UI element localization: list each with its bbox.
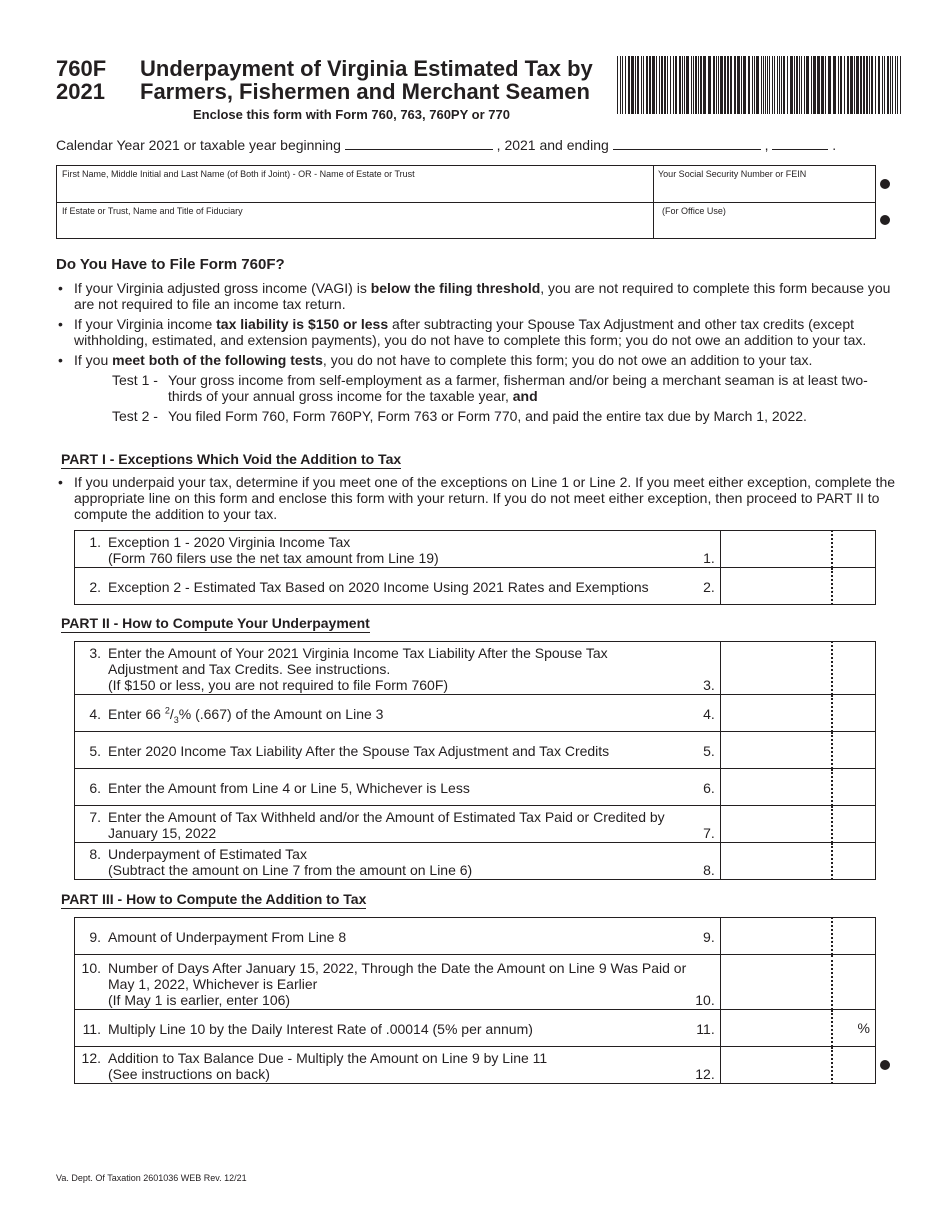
name-field-label: First Name, Middle Initial and Last Name (of Both if Joint) - OR - Name of Estate or Trust xyxy=(62,169,415,179)
barcode-bar xyxy=(897,56,898,114)
barcode-bar xyxy=(772,56,773,114)
barcode-bar xyxy=(871,56,873,114)
line-text-part: % (.667) of the Amount on Line 3 xyxy=(178,706,384,722)
line-text: Exception 1 - 2020 Virginia Income Tax xyxy=(108,534,351,550)
line-1-cents-field[interactable] xyxy=(832,531,875,568)
test-text: Your gross income from self-employment as a farmer, fisherman and/or being a merchant seaman is at least two-thirds of your annual gross income for the taxable year, xyxy=(168,372,868,404)
title-line-1: Underpayment of Virginia Estimated Tax by xyxy=(140,56,593,81)
bullet-text: , you do not have to complete this form; you do not owe an addition to your tax. xyxy=(322,352,813,368)
fraction-slash: / xyxy=(169,706,174,722)
line-1-description xyxy=(75,531,721,568)
line-6-dollars-field[interactable] xyxy=(720,769,832,806)
barcode-bar xyxy=(813,56,816,114)
part-1-intro-bullet xyxy=(56,474,896,522)
barcode-bar xyxy=(847,56,849,114)
taxable-year-ending-year-field[interactable] xyxy=(772,137,828,150)
line-reference-number: 4. xyxy=(703,706,715,722)
barcode-bar xyxy=(781,56,782,114)
calendar-year-label: Calendar Year 2021 or taxable year beginning xyxy=(56,137,341,153)
line-9-dollars-field[interactable] xyxy=(720,918,832,955)
line-12-dollars-field[interactable] xyxy=(720,1047,832,1084)
barcode-bar xyxy=(670,56,671,114)
line-text-part: Enter 66 xyxy=(108,706,165,722)
barcode-bar xyxy=(649,56,651,114)
barcode-bar xyxy=(801,56,802,114)
barcode-bar xyxy=(659,56,660,114)
barcode-bar xyxy=(754,56,755,114)
test-1 xyxy=(56,372,896,404)
table-row-line-2 xyxy=(75,568,876,605)
line-11-description xyxy=(75,1010,721,1047)
line-text: (If $150 or less, you are not required to file Form 760F) xyxy=(108,677,449,693)
barcode-bar xyxy=(828,56,831,114)
barcode-bar xyxy=(856,56,859,114)
line-text: Amount of Underpayment From Line 8 xyxy=(108,929,347,945)
line-11-percent-field[interactable] xyxy=(832,1010,875,1047)
line-11-rate-field[interactable] xyxy=(720,1010,832,1047)
line-9-cents-field[interactable] xyxy=(832,918,875,955)
line-7-description xyxy=(75,806,721,843)
line-4-cents-field[interactable] xyxy=(832,695,875,732)
barcode-bar xyxy=(840,56,842,114)
table-row-line-9 xyxy=(75,918,876,955)
barcode-bar xyxy=(682,56,683,114)
filing-requirement-bullets xyxy=(56,280,896,428)
ending-period: . xyxy=(832,137,837,153)
line-reference-number: 6. xyxy=(703,780,715,796)
barcode-bar xyxy=(652,56,655,114)
table-row-line-11 xyxy=(75,1010,876,1047)
line-text: Adjustment and Tax Credits. See instructions. xyxy=(108,661,391,677)
line-5-description xyxy=(75,732,721,769)
line-7-dollars-field[interactable] xyxy=(720,806,832,843)
bullet-tax-liability xyxy=(56,316,896,348)
barcode-bar xyxy=(643,56,644,114)
barcode-bar xyxy=(737,56,740,114)
part-1-table xyxy=(74,530,876,605)
office-use-label: (For Office Use) xyxy=(662,206,726,216)
bullet-text: after subtracting your Spouse Tax Adjustment and other tax credits (except withholding, estimated, and extension payments), you do not have to complete this form; you do not owe an addition to your tax. xyxy=(74,316,867,348)
line-4-description xyxy=(75,695,721,732)
line-reference-number: 11. xyxy=(696,1021,715,1037)
barcode-bar xyxy=(783,56,785,114)
barcode-bar xyxy=(637,56,639,114)
barcode-bar xyxy=(673,56,674,114)
bullet-emphasis: meet both of the following tests xyxy=(112,352,323,368)
barcode-bar xyxy=(866,56,868,114)
line-reference-number: 12. xyxy=(695,1066,715,1082)
test-text: You filed Form 760, Form 760PY, Form 763 or Form 770, and paid the entire tax due by March 1, 2022. xyxy=(168,408,807,424)
barcode-bar xyxy=(724,56,726,114)
line-6-description xyxy=(75,769,721,806)
line-text: Enter the Amount from Line 4 or Line 5, Whichever is Less xyxy=(108,780,470,796)
fiduciary-field[interactable] xyxy=(57,203,652,239)
line-text: Underpayment of Estimated Tax xyxy=(108,846,307,862)
line-2-description xyxy=(75,568,721,605)
barcode-bar xyxy=(695,56,697,114)
bullet-both-tests xyxy=(56,352,896,368)
line-text: (See instructions on back) xyxy=(108,1066,270,1082)
barcode-bar xyxy=(730,56,732,114)
line-reference-number: 3. xyxy=(703,677,715,693)
line-number: 8. xyxy=(89,846,101,862)
barcode-bar xyxy=(698,56,699,114)
barcode-bar xyxy=(691,56,692,114)
line-text: Exception 2 - Estimated Tax Based on 2020 Income Using 2021 Rates and Exemptions xyxy=(108,579,649,595)
barcode-bar xyxy=(718,56,719,114)
line-9-description xyxy=(75,918,721,955)
line-text: May 1, 2022, Whichever is Earlier xyxy=(108,976,318,992)
line-reference-number: 5. xyxy=(703,743,715,759)
line-3-dollars-field[interactable] xyxy=(720,642,832,695)
barcode-bar xyxy=(756,56,759,114)
barcode-bar xyxy=(752,56,753,114)
line-reference-number: 8. xyxy=(703,862,715,878)
table-row-line-5 xyxy=(75,732,876,769)
line-text: Enter the Amount of Your 2021 Virginia Income Tax Liability After the Spouse Tax xyxy=(108,645,608,661)
barcode-bar xyxy=(787,56,788,114)
fiduciary-field-label: If Estate or Trust, Name and Title of Fiduciary xyxy=(62,206,243,216)
barcode-bar xyxy=(878,56,880,114)
line-1-dollars-field[interactable] xyxy=(720,531,832,568)
barcode-bar xyxy=(804,56,805,114)
barcode-bar xyxy=(617,56,618,114)
form-title xyxy=(140,57,593,103)
line-8-description xyxy=(75,843,721,880)
barcode-bar xyxy=(656,56,657,114)
part-1-intro xyxy=(56,474,896,526)
line-8-dollars-field[interactable] xyxy=(720,843,832,880)
line-number: 11. xyxy=(82,1021,101,1037)
fraction-denominator: 3 xyxy=(173,714,179,725)
barcode-bar xyxy=(850,56,853,114)
table-row-line-3 xyxy=(75,642,876,695)
table-row-line-8 xyxy=(75,843,876,880)
form-number-block xyxy=(56,57,106,103)
test-label: Test 1 - xyxy=(112,372,158,388)
barcode-bar xyxy=(767,56,768,114)
table-row-line-10 xyxy=(75,955,876,1010)
barcode-bar xyxy=(863,56,865,114)
line-text: Enter 2020 Income Tax Liability After the Spouse Tax Adjustment and Tax Credits xyxy=(108,743,610,759)
line-10-cents-field[interactable] xyxy=(832,955,875,1010)
line-5-cents-field[interactable] xyxy=(832,732,875,769)
ssn-field-label: Your Social Security Number or FEIN xyxy=(658,169,807,179)
part-3-table xyxy=(74,917,876,1084)
enclose-instruction: Enclose this form with Form 760, 763, 760PY or 770 xyxy=(193,107,510,122)
barcode-bar xyxy=(700,56,702,114)
bullet-symbol: • xyxy=(58,474,63,490)
line-number: 2. xyxy=(89,579,101,595)
line-4-dollars-field[interactable] xyxy=(720,695,832,732)
line-3-cents-field[interactable] xyxy=(832,642,875,695)
line-7-cents-field[interactable] xyxy=(832,806,875,843)
form-year: 2021 xyxy=(56,79,105,104)
barcode-bar xyxy=(765,56,766,114)
filing-requirement-heading: Do You Have to File Form 760F? xyxy=(56,256,285,273)
taxpayer-identification-box xyxy=(56,165,876,239)
barcode-bar xyxy=(882,56,883,114)
barcode-bar xyxy=(774,56,775,114)
barcode-bar xyxy=(799,56,800,114)
barcode-bar xyxy=(748,56,750,114)
percent-sign: % xyxy=(857,1020,870,1036)
line-8-cents-field[interactable] xyxy=(832,843,875,880)
bullet-text: , you are not required to complete this form because you are not required to file an income tax return. xyxy=(74,280,891,312)
barcode-bar xyxy=(693,56,694,114)
barcode-bar xyxy=(806,56,809,114)
barcode-bar xyxy=(887,56,889,114)
bullet-emphasis: tax liability is $150 or less xyxy=(216,316,389,332)
part-1-intro-text: If you underpaid your tax, determine if you meet one of the exceptions on Line 1 or Line 2. If you meet either exception, complete the appropriate line on this form and enclose this form with your return. If you do not meet either exception, then proceed to PART II to compute the addition to your tax. xyxy=(74,474,896,522)
line-number: 9. xyxy=(89,929,101,945)
test-label: Test 2 - xyxy=(112,408,158,424)
line-text: January 15, 2022 xyxy=(108,825,217,841)
line-text: Enter the Amount of Tax Withheld and/or the Amount of Estimated Tax Paid or Credited by xyxy=(108,809,665,825)
table-row-line-4 xyxy=(75,695,876,732)
barcode-bar xyxy=(895,56,896,114)
barcode-bar xyxy=(833,56,836,114)
barcode-bar xyxy=(794,56,795,114)
barcode-bar xyxy=(720,56,723,114)
line-number: 5. xyxy=(89,743,101,759)
barcode-bar xyxy=(620,56,621,114)
barcode-bar xyxy=(743,56,746,114)
scan-marker-dot xyxy=(880,215,890,225)
line-text: Multiply Line 10 by the Daily Interest Rate of .00014 (5% per annum) xyxy=(108,1021,533,1037)
barcode-bar xyxy=(628,56,630,114)
barcode-bar xyxy=(769,56,770,114)
line-reference-number: 7. xyxy=(703,825,715,841)
barcode-bar xyxy=(777,56,778,114)
part-2-heading: PART II - How to Compute Your Underpayment xyxy=(61,615,370,631)
table-row-line-12 xyxy=(75,1047,876,1084)
barcode-bar xyxy=(761,56,762,114)
barcode-bar xyxy=(821,56,824,114)
test-2 xyxy=(56,408,896,424)
barcode-bar xyxy=(817,56,820,114)
line-number: 1. xyxy=(89,534,101,550)
line-text: Number of Days After January 15, 2022, Through the Date the Amount on Line 9 Was Paid or xyxy=(108,960,687,976)
line-text: (Form 760 filers use the net tax amount from Line 19) xyxy=(108,550,439,566)
barcode-bar xyxy=(708,56,711,114)
line-2-dollars-field[interactable] xyxy=(720,568,832,605)
ending-comma: , xyxy=(764,137,769,153)
line-text: Addition to Tax Balance Due - Multiply the Amount on Line 9 by Line 11 xyxy=(108,1050,548,1066)
bullet-filing-threshold xyxy=(56,280,896,312)
form-number: 760F xyxy=(56,56,107,81)
line-number: 4. xyxy=(89,706,101,722)
line-number: 7. xyxy=(89,809,101,825)
barcode-bar xyxy=(716,56,717,114)
part-1-heading: PART I - Exceptions Which Void the Addition to Tax xyxy=(61,451,402,467)
barcode-bar xyxy=(854,56,855,114)
bullet-text: If your Virginia adjusted gross income (VAGI) is xyxy=(74,280,371,296)
line-text: (Subtract the amount on Line 7 from the amount on Line 6) xyxy=(108,862,473,878)
barcode-bar xyxy=(686,56,689,114)
line-reference-number: 1. xyxy=(703,550,715,566)
barcode-bar xyxy=(646,56,648,114)
barcode-bar xyxy=(890,56,891,114)
ssn-field[interactable] xyxy=(654,166,876,202)
barcode-bar xyxy=(664,56,666,114)
line-reference-number: 9. xyxy=(703,929,715,945)
line-2-cents-field[interactable] xyxy=(832,568,875,605)
scan-marker-dot xyxy=(880,179,890,189)
barcode-bar xyxy=(734,56,736,114)
line-number: 6. xyxy=(89,780,101,796)
scan-marker-dot xyxy=(880,1060,890,1070)
taxable-year-beginning-field[interactable] xyxy=(345,137,493,150)
line-6-cents-field[interactable] xyxy=(832,769,875,806)
line-5-dollars-field[interactable] xyxy=(720,732,832,769)
line-reference-number: 10. xyxy=(695,992,715,1008)
bullet-text: If you xyxy=(74,352,113,368)
barcode-bar xyxy=(796,56,798,114)
line-3-description xyxy=(75,642,721,695)
barcode-bar xyxy=(892,56,893,114)
part-2-table xyxy=(74,641,876,880)
barcode-bar xyxy=(727,56,729,114)
line-number: 12. xyxy=(81,1050,101,1066)
barcode-bar xyxy=(684,56,685,114)
barcode-bar xyxy=(900,56,901,114)
line-10-description xyxy=(75,955,721,1010)
barcode-bar xyxy=(875,56,876,114)
barcode-bar xyxy=(869,56,870,114)
bullet-symbol: • xyxy=(58,352,63,368)
table-row-line-6 xyxy=(75,769,876,806)
form-footer: Va. Dept. Of Taxation 2601036 WEB Rev. 12/21 xyxy=(56,1173,247,1183)
barcode-bar xyxy=(790,56,793,114)
barcode-bar xyxy=(625,56,626,114)
bullet-symbol: • xyxy=(58,280,63,296)
barcode-bar xyxy=(779,56,780,114)
line-number: 3. xyxy=(89,645,101,661)
title-line-2: Farmers, Fishermen and Merchant Seamen xyxy=(140,79,590,104)
test-emphasis: and xyxy=(512,388,538,404)
barcode-bar xyxy=(635,56,636,114)
barcode-bar xyxy=(713,56,715,114)
part-3-heading: PART III - How to Compute the Addition to Tax xyxy=(61,891,367,907)
barcode-bar xyxy=(763,56,764,114)
line-text xyxy=(108,705,692,725)
line-reference-number: 2. xyxy=(703,579,715,595)
line-12-description xyxy=(75,1047,721,1084)
barcode-bar xyxy=(884,56,885,114)
barcode-bar xyxy=(641,56,642,114)
bullet-emphasis: below the filing threshold xyxy=(370,280,541,296)
barcode-bar xyxy=(631,56,634,114)
barcode-bar xyxy=(661,56,663,114)
table-row-line-1 xyxy=(75,531,876,568)
barcode-bar xyxy=(622,56,623,114)
barcode-bar xyxy=(741,56,742,114)
barcode-bar xyxy=(811,56,812,114)
table-row-line-7 xyxy=(75,806,876,843)
barcode-bar xyxy=(860,56,862,114)
barcode-bar xyxy=(844,56,845,114)
line-text: (If May 1 is earlier, enter 106) xyxy=(108,992,291,1008)
line-12-cents-field[interactable] xyxy=(832,1047,875,1084)
ending-label: , 2021 and ending xyxy=(496,137,609,153)
barcode-bar xyxy=(675,56,677,114)
bullet-symbol: • xyxy=(58,316,63,332)
fraction-numerator: 2 xyxy=(164,705,170,716)
barcode-image xyxy=(617,56,901,114)
line-number: 10. xyxy=(81,960,101,976)
line-10-days-field[interactable] xyxy=(720,955,832,1010)
bullet-text: If your Virginia income xyxy=(74,316,217,332)
barcode-bar xyxy=(703,56,706,114)
barcode-bar xyxy=(825,56,826,114)
barcode-bar xyxy=(679,56,681,114)
name-field[interactable] xyxy=(57,166,652,202)
taxable-year-ending-field[interactable] xyxy=(613,137,761,150)
barcode-bar xyxy=(838,56,839,114)
barcode-bar xyxy=(667,56,668,114)
calendar-year-row xyxy=(56,137,836,153)
